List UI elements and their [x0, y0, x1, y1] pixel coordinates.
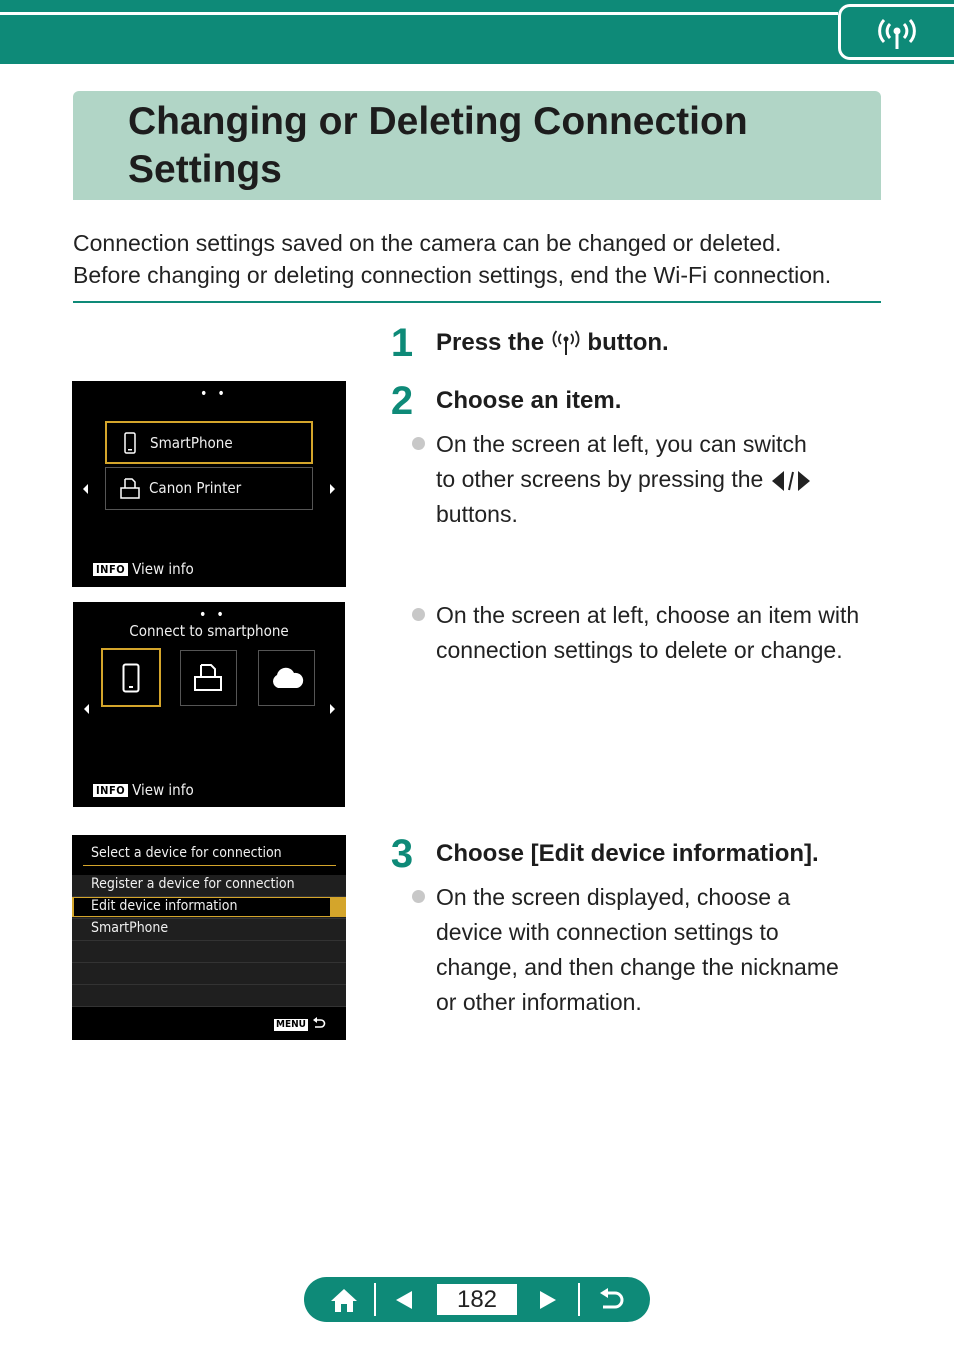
back-button[interactable] — [584, 1277, 644, 1322]
triangle-left-icon — [394, 1290, 414, 1310]
step-3-title: Choose [Edit device information]. — [436, 840, 819, 867]
bullet-line: device with connection settings to — [436, 919, 779, 945]
screen-heading: Connect to smartphone — [129, 622, 289, 640]
nav-separator — [374, 1283, 376, 1316]
step-1-title-suffix: button. — [587, 329, 669, 356]
right-arrow-icon — [330, 484, 335, 494]
intro-line-1: Connection settings saved on the camera can be changed or deleted. — [73, 230, 782, 256]
menu-row-register[interactable] — [72, 875, 346, 897]
top-bar-line — [0, 12, 838, 15]
bottom-navigation — [304, 1277, 650, 1322]
page-number: 182 — [436, 1283, 518, 1316]
menu-button-badge: MENU — [276, 1019, 306, 1030]
left-right-arrows-icon — [770, 469, 812, 493]
info-button-badge: INFO — [93, 563, 128, 576]
printer-option[interactable] — [180, 650, 237, 706]
page-dots: • • — [199, 607, 227, 623]
return-icon — [598, 1288, 626, 1312]
left-arrow-icon — [83, 484, 88, 494]
return-icon — [312, 1017, 326, 1030]
menu-row-empty — [72, 941, 346, 963]
menu-row-label: SmartPhone — [91, 920, 169, 936]
step-number-1: 1 — [390, 321, 414, 365]
bullet-line: buttons. — [436, 501, 518, 527]
menu-row-empty — [72, 963, 346, 985]
bullet-line-text: to other screens by pressing the — [436, 466, 764, 492]
camera-screen-device-list — [72, 381, 346, 587]
bullet-line: connection settings to delete or change. — [436, 637, 843, 663]
info-hint — [93, 781, 194, 799]
step-1-title-prefix: Press the — [436, 329, 545, 356]
menu-row-label: Register a device for connection — [91, 876, 295, 892]
cloud-option[interactable] — [258, 650, 315, 706]
page-title: Changing or Deleting Connection Settings — [128, 100, 748, 191]
intro-text — [73, 227, 881, 291]
menu-back-hint — [274, 1014, 326, 1032]
list-item-canon-printer[interactable] — [105, 467, 313, 510]
info-hint — [93, 560, 194, 578]
heading-underline — [83, 865, 336, 866]
info-hint-text: View info — [132, 560, 194, 578]
top-bar — [0, 0, 954, 64]
home-button[interactable] — [318, 1277, 372, 1322]
bullet-dot — [412, 890, 425, 903]
cloud-icon — [270, 667, 304, 689]
camera-screen-select-device — [72, 835, 346, 1040]
divider — [73, 301, 881, 303]
nav-separator — [578, 1283, 580, 1316]
smartphone-option[interactable] — [101, 648, 161, 707]
home-icon — [330, 1287, 358, 1313]
menu-row-empty — [72, 985, 346, 1007]
printer-icon — [120, 478, 140, 500]
list-item-label: SmartPhone — [150, 434, 233, 452]
smartphone-icon — [122, 663, 140, 693]
bullet-line: On the screen at left, you can switch — [436, 431, 807, 457]
printer-icon — [193, 663, 223, 693]
wifi-icon — [877, 19, 917, 53]
step-3-bullet — [436, 880, 876, 1020]
left-arrow-icon — [84, 704, 89, 714]
camera-screen-connect — [73, 602, 345, 807]
step-2-title: Choose an item. — [436, 387, 622, 414]
info-button-badge: INFO — [93, 784, 128, 797]
step-2-bullet-2 — [436, 598, 896, 668]
bullet-line — [436, 462, 876, 497]
step-2-bullet-1 — [436, 427, 876, 532]
menu-row-edit[interactable] — [72, 897, 346, 919]
bullet-line: or other information. — [436, 989, 642, 1015]
bullet-line: On the screen displayed, choose a — [436, 884, 791, 910]
bullet-line: change, and then change the nickname — [436, 954, 839, 980]
menu-row-label: Edit device information — [91, 898, 238, 914]
right-arrow-icon — [330, 704, 335, 714]
step-number-2: 2 — [390, 379, 414, 423]
next-page-button[interactable] — [520, 1277, 574, 1322]
page-dots: • • — [200, 386, 228, 402]
info-hint-text: View info — [132, 781, 194, 799]
step-number-3: 3 — [390, 832, 414, 876]
menu-row-smartphone[interactable] — [72, 919, 346, 941]
intro-line-2: Before changing or deleting connection settings, end the Wi-Fi connection. — [73, 262, 832, 288]
step-1-title — [436, 328, 669, 358]
wifi-icon — [551, 330, 581, 358]
bullet-dot — [412, 608, 425, 621]
previous-page-button[interactable] — [380, 1277, 434, 1322]
section-tab-wifi[interactable] — [838, 4, 954, 60]
list-item-label: Canon Printer — [149, 479, 242, 497]
bullet-dot — [412, 437, 425, 450]
list-item-smartphone[interactable] — [105, 421, 313, 464]
smartphone-icon — [124, 432, 136, 454]
screen-heading: Select a device for connection — [91, 845, 282, 861]
triangle-right-icon — [538, 1290, 558, 1310]
bullet-line: On the screen at left, choose an item with — [436, 602, 860, 628]
